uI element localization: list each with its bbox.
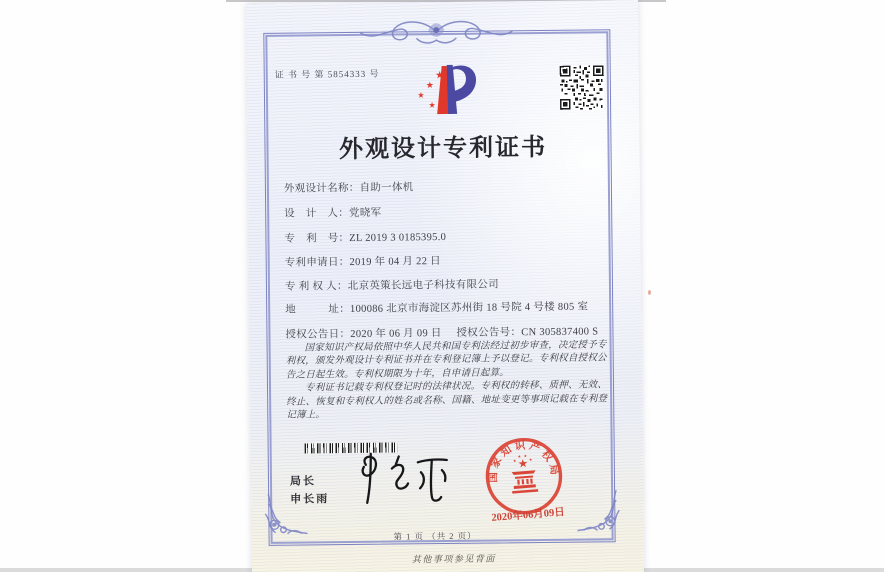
field-row-design-name [284, 179, 414, 195]
field-label: 专 利 号： [284, 232, 350, 245]
certificate-title: 外观设计专利证书 [338, 134, 548, 164]
national-emblem-icon [509, 454, 538, 494]
field-row-designer [284, 205, 381, 221]
field-value: 自助一体机 [359, 182, 414, 194]
field-value: 北京英策长远电子科技有限公司 [347, 279, 499, 293]
field-value: 党晓军 [348, 207, 382, 220]
field-row-filing-date [285, 253, 441, 270]
field-label: 专 利 权 人： [284, 281, 348, 293]
field-value: 100086 北京市海淀区苏州街 18 号院 4 号楼 805 室 [349, 301, 589, 315]
field-value: CN 305837400 S [521, 326, 599, 339]
field-value: ZL 2019 3 0185395.0 [349, 231, 447, 244]
certificate-paper [246, 0, 644, 572]
field-row-address [285, 299, 588, 317]
cnipa-logo-icon [411, 57, 482, 120]
back-side-note: 其他事项参见背面 [411, 553, 496, 565]
official-seal-icon [459, 412, 588, 541]
handwritten-signature-icon [352, 450, 451, 509]
field-label: 授权公告日： [285, 328, 351, 341]
field-label: 设 计 人： [284, 208, 350, 220]
qr-code-icon [560, 65, 604, 109]
director-title: 局长 [289, 475, 317, 488]
certificate-number: 证 书 号 第 5854333 号 [274, 68, 380, 80]
field-label: 专利申请日： [284, 256, 350, 269]
field-value: 2019 年 04 月 22 日 [349, 256, 442, 268]
field-label: 外观设计名称： [283, 182, 360, 195]
legal-paragraph: 国家知识产权局依照中华人民共和国专利法经过初步审查，决定授予专利权，颁发外观设计专利证书并在专利登记簿上予以登记。专利权自授权公告之日起生效。专利权期限为十年，自申请日起算。 [285, 340, 607, 381]
field-row-patentee [285, 276, 499, 293]
legal-text-block [286, 339, 608, 423]
legal-paragraph: 专利证书记载专利权登记时的法律状况。专利权的转移、质押、无效、终止、恢复和专利权人的姓名或名称、国籍、地址变更等事项记载在专利登记簿上。 [286, 380, 608, 421]
certificate-frame [263, 29, 615, 546]
field-row-patent-number [284, 229, 446, 246]
page-number: 第 1 页 （共 2 页） [393, 530, 477, 542]
director-name: 申长雨 [290, 493, 330, 506]
scan-speck [648, 290, 651, 295]
ornament-top-flourish-icon [356, 15, 516, 49]
grant-number-pair [456, 323, 598, 339]
seal-date: 2020年06月09日 [491, 507, 566, 524]
seal-agency-text: 国家知识产权局 [488, 440, 561, 483]
field-value: 2020 年 06 月 09 日 [350, 328, 442, 340]
field-label: 授权公告号： [456, 327, 522, 339]
field-label: 地 址： [285, 303, 351, 316]
